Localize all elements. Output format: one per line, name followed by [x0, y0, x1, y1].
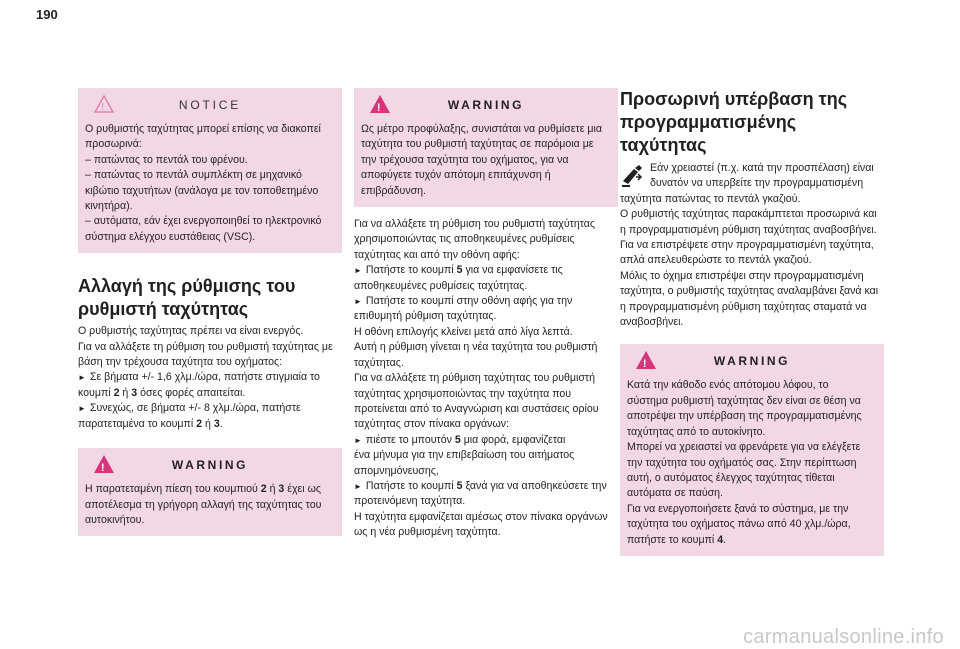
warning-icon	[93, 454, 115, 474]
footer-watermark[interactable]: carmanualsonline.info	[743, 625, 944, 648]
bullet-arrow-icon: ►	[354, 435, 362, 445]
warning-line: αυτή, ο αυτόματος έλεγχος ταχύτητας τίθεται	[627, 471, 835, 484]
notice-line: – αυτόματα, εάν έχει ενεργοποιηθεί το ηλεκτρονικό	[85, 215, 322, 228]
bullet-text: Συνεχώς, σε βήματα +/- 8 χλμ./ώρα, πατήστε	[89, 402, 301, 415]
warning-line: Μπορεί να χρειαστεί να φρενάρετε για να ελέγξετε	[627, 441, 861, 454]
bullet-item	[354, 263, 618, 278]
intro-line: Εάν χρειαστεί (π.χ. κατά την προσπέλαση) είναι	[650, 162, 874, 174]
warning-line: Κατά την κάθοδο ενός απότομου λόφου, το	[627, 379, 829, 392]
body-line: ταχύτητας και από την οθόνη αφής:	[354, 248, 520, 261]
notice-line: – πατώντας το πεντάλ του φρένου.	[85, 153, 248, 166]
body-line: Μόλις το όχημα επιστρέψει στην προγραμματισμένη	[620, 269, 864, 282]
intro-block	[620, 161, 884, 192]
bullet-arrow-icon: ►	[354, 297, 362, 307]
warning-line: αυτοκινήτου.	[85, 513, 145, 526]
accelerator-pedal-icon	[620, 163, 644, 189]
button-number: 5	[454, 433, 461, 446]
svg-text:!: !	[642, 358, 650, 371]
bullet-item-cont: ένα μήνυμα για την επιβεβαίωση του αιτήματος	[354, 449, 575, 462]
notice-title: NOTICE	[178, 98, 242, 112]
body-line: χρησιμοποιώντας τις αποθηκευμένες ρυθμίσεις	[354, 233, 575, 246]
button-number: 2	[113, 386, 120, 399]
button-number: 5	[456, 479, 463, 492]
warning-text: Η παρατεταμένη πίεση του κουμπιού	[85, 483, 261, 496]
section-heading	[620, 88, 884, 157]
warning-line: αποτρέψει την υπέρβαση της προγραμματισμένης	[627, 410, 862, 423]
svg-text:!: !	[100, 462, 108, 475]
warning-line: την τρέχουσα ταχύτητα του οχήματος, για να	[361, 153, 569, 166]
warning-icon	[369, 94, 391, 114]
warning-box	[78, 448, 342, 536]
bullet-item-cont: αποθηκευμένες ρυθμίσεις ταχύτητας.	[354, 279, 528, 292]
bullet-text: ξανά για να αποθηκεύσετε την	[462, 479, 607, 492]
warning-line: ταχύτητα του οχήματος πάνω από 40 χλμ./ώρα,	[627, 518, 851, 531]
warning-title: WARNING	[171, 458, 249, 473]
body-line: αναβοσβήνει.	[620, 316, 684, 329]
warning-icon	[635, 350, 657, 370]
bullet-arrow-icon: ►	[354, 481, 362, 491]
notice-icon	[93, 94, 115, 114]
intro-line: δυνατόν να υπερβείτε την προγραμματισμένη	[650, 177, 864, 190]
body-line: η προγραμματισμένη ρύθμιση ταχύτητας αναβοσβήνει.	[620, 223, 877, 236]
button-number: 2	[196, 417, 203, 430]
button-number: 3	[131, 386, 138, 399]
body-line: Για να επιστρέψετε στην προγραμματισμένη ταχύτητα,	[620, 239, 874, 252]
warning-text: .	[723, 533, 727, 546]
button-number: 4	[717, 533, 724, 546]
notice-line: κινητήρα).	[85, 200, 133, 213]
body-line: ως η νέα ρυθμισμένη ταχύτητα.	[354, 526, 501, 539]
bullet-text: .	[219, 417, 223, 430]
heading-line: Αλλαγή της ρύθμισης του	[78, 276, 296, 297]
bullet-text: Πατήστε το κουμπί	[365, 479, 457, 492]
column-2	[354, 88, 618, 541]
bullet-text: ή	[202, 417, 214, 430]
notice-line: σύστημα ελέγχου ευστάθειας (VSC).	[85, 230, 256, 243]
bullet-item	[78, 370, 342, 385]
bullet-item-cont: επιθυμητή ρύθμιση ταχύτητας.	[354, 310, 497, 323]
bullet-item	[354, 479, 618, 494]
warning-box	[620, 344, 884, 555]
body-line: ταχύτητα, ο ρυθμιστής ταχύτητας αναλαμβάνει ξανά και	[620, 285, 879, 298]
body-line: ταχύτητας χρησιμοποιώντας την ταχύτητα που	[354, 387, 572, 400]
bullet-text: πιέστε το μπουτόν	[365, 433, 455, 446]
heading-line: προγραμματισμένης ταχύτητας	[620, 112, 797, 155]
bullet-arrow-icon: ►	[354, 266, 362, 276]
warning-header	[627, 344, 877, 378]
warning-title: WARNING	[713, 354, 791, 369]
body-line: προτείνεται από το Αναγνώριση και συστάσεις ορίου	[354, 402, 599, 415]
bullet-item	[354, 433, 618, 448]
warning-line: αυτόματα σε παύση.	[627, 487, 723, 500]
warning-title: WARNING	[447, 98, 525, 112]
notice-line: Ο ρυθμιστής ταχύτητας μπορεί επίσης να διακοπεί	[85, 123, 321, 135]
warning-box	[354, 88, 618, 207]
heading-line: ρυθμιστή ταχύτητας	[78, 299, 249, 320]
page-number: 190	[36, 7, 58, 22]
notice-header	[85, 88, 335, 122]
warning-line: αποτέλεσμα τη γρήγορη αλλαγή της ταχύτητας του	[85, 498, 322, 511]
body-line: Αυτή η ρύθμιση γίνεται η νέα ταχύτητα του ρυθμιστή	[354, 341, 598, 354]
column-1	[78, 88, 342, 536]
notice-box	[78, 88, 342, 253]
body-line: ταχύτητα πατώντας το πεντάλ γκαζιού.	[620, 192, 801, 205]
warning-text: ή	[266, 483, 279, 496]
warning-text: πατήστε το κουμπί	[627, 533, 718, 546]
warning-line: ταχύτητα του ρυθμιστή ταχύτητας σε παρόμοια με	[361, 138, 594, 151]
warning-header	[85, 448, 335, 482]
bullet-text: μια φορά, εμφανίζεται	[460, 433, 566, 446]
button-number: 2	[260, 483, 267, 496]
body-line: Η ταχύτητα εμφανίζεται αμέσως στον πίνακα οργάνων	[354, 510, 608, 523]
notice-line: προσωρινά:	[85, 138, 142, 151]
bullet-item-cont: απομνημόνευσης,	[354, 464, 439, 477]
warning-line: επιβράδυνση.	[361, 184, 426, 197]
warning-line: αποφύγετε τυχόν απότομη επιτάχυνση ή	[361, 169, 551, 182]
svg-text:!: !	[101, 102, 107, 113]
button-number: 3	[213, 417, 220, 430]
warning-line	[627, 533, 877, 548]
body-line: βάση την τρέχουσα ταχύτητα του οχήματος:	[78, 356, 283, 369]
bullet-text: Πατήστε το κουμπί στην οθόνη αφής για την	[365, 295, 573, 308]
notice-line: κιβώτιο ταχυτήτων (ανάλογα με τον τοποθετημένο	[85, 184, 319, 197]
column-3	[620, 88, 884, 556]
body-line: Ο ρυθμιστής ταχύτητας πρέπει να είναι ενεργός.	[78, 325, 304, 338]
bullet-text: για να εμφανίσετε τις	[462, 264, 563, 277]
section-heading	[78, 275, 342, 321]
warning-line: ταχύτητας από το αυτοκίνητο.	[627, 425, 766, 438]
bullet-item-cont	[78, 417, 342, 432]
bullet-text: ή	[119, 386, 132, 399]
warning-line: Για να ενεργοποιήσετε ξανά το σύστημα, με την	[627, 502, 849, 515]
bullet-item-cont	[78, 386, 342, 401]
warning-text: έχει ως	[284, 483, 321, 496]
warning-header	[361, 88, 611, 122]
body-line: Για να αλλάξετε τη ρύθμιση του ρυθμιστή ταχύτητας με	[78, 340, 333, 353]
svg-text:!: !	[376, 102, 384, 114]
bullet-text: όσες φορές απαιτείται.	[137, 386, 246, 399]
body-line: απλά απελευθερώστε το πεντάλ γκαζιού.	[620, 254, 812, 267]
bullet-text: κουμπί	[78, 386, 114, 399]
bullet-item	[78, 401, 342, 416]
button-number: 5	[456, 264, 463, 277]
bullet-item	[354, 294, 618, 309]
body-line: Για να αλλάξετε τη ρύθμιση του ρυθμιστή ταχύτητας	[354, 218, 595, 231]
body-line: ταχύτητας στον πίνακα οργάνων:	[354, 418, 509, 431]
body-line: Για να αλλάξετε τη ρύθμιση ταχύτητας του ρυθμιστή	[354, 372, 595, 385]
warning-line: Ως μέτρο προφύλαξης, συνιστάται να ρυθμίσετε μια	[361, 123, 602, 135]
notice-line: – πατώντας το πεντάλ συμπλέκτη σε μηχανικό	[85, 169, 302, 182]
bullet-arrow-icon: ►	[78, 373, 86, 383]
warning-line: την ταχύτητα του οχήματός σας. Στην περίπτωση	[627, 456, 857, 469]
body-line: Ο ρυθμιστής ταχύτητας παρακάμπτεται προσωρινά και	[620, 208, 877, 221]
bullet-arrow-icon: ►	[78, 404, 86, 414]
bullet-text: Σε βήματα +/- 1,6 χλμ./ώρα, πατήστε στιγμιαία το	[89, 371, 320, 384]
body-line: η προγραμματισμένη ρύθμιση ταχύτητας σταματά να	[620, 300, 867, 313]
heading-line: Προσωρινή υπέρβαση της	[620, 89, 848, 109]
bullet-item-cont: προτεινόμενη ταχύτητα.	[354, 495, 466, 508]
body-line: ταχύτητας.	[354, 356, 404, 369]
button-number: 3	[278, 483, 285, 496]
warning-line	[85, 482, 335, 497]
bullet-text: παρατεταμένα το κουμπί	[78, 417, 197, 430]
warning-line: σύστημα ρυθμιστή ταχύτητας δεν είναι σε θέση να	[627, 394, 861, 407]
bullet-text: Πατήστε το κουμπί	[365, 264, 457, 277]
body-line: Η οθόνη επιλογής κλείνει μετά από λίγα λεπτά.	[354, 325, 573, 338]
